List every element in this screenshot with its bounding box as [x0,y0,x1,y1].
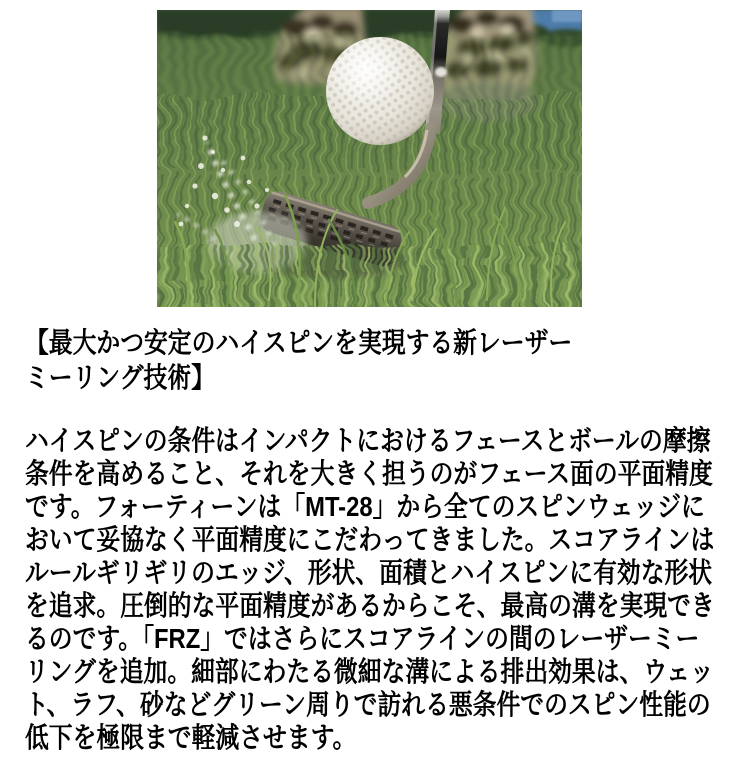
heading-line: 【最大かつ安定のハイスピンを実現する新レーザー [25,327,573,358]
body-text-line: るのです。「FRZ」ではさらにスコアラインの間のレーザーミー [25,623,700,654]
body-text-line: リングを追加。細部にわたる微細な溝による排出効果は、ウェッ [25,656,714,687]
heading-line: ミーリング技術】 [25,362,215,393]
body-text-line: を追求。圧倒的な平面精度があるからこそ、最高の溝を実現でき [25,590,715,621]
body-text-line: ルールギリギリのエッジ、形状、面積とハイスピンに有効な形状 [25,557,713,588]
golf-impact-photo [157,10,582,307]
body-text-line: ハイスピンの条件はインパクトにおけるフェースとボールの摩擦 [25,425,711,456]
body-text-line: 低下を極限まで軽減させます。 [25,722,357,753]
description-paragraph [25,424,730,754]
body-text-line: です。フォーティーンは「MT-28」から全てのスピンウェッジに [25,491,705,522]
body-text-line: ト、ラフ、砂などグリーン周りで訪れる悪条件でのスピン性能の [25,689,711,720]
body-text-line: 条件を高めること、それを大きく担うのがフェース面の平面精度 [25,458,713,489]
golf-impact-artwork [157,10,582,307]
body-text-line: おいて妥協なく平面精度にこだわってきました。スコアラインは [25,524,715,555]
section-heading [25,325,669,395]
golf-ball [326,37,434,145]
shaft-reflection [435,67,447,77]
